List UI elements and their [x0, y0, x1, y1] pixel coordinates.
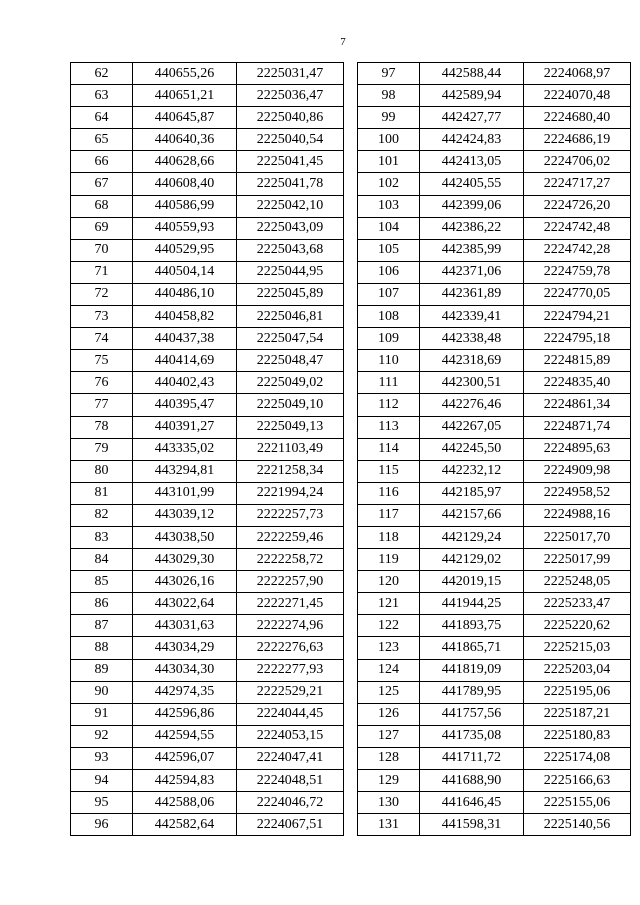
x-coordinate-cell: 442157,66 [420, 504, 524, 526]
y-coordinate-cell: 2224770,05 [524, 283, 631, 305]
table-row [358, 526, 631, 548]
y-coordinate-cell: 2225187,21 [524, 703, 631, 725]
point-number-cell: 65 [71, 129, 133, 151]
x-coordinate-cell: 442318,69 [420, 350, 524, 372]
table-row [71, 460, 344, 482]
y-coordinate-cell: 2224068,97 [524, 63, 631, 85]
y-coordinate-cell: 2225041,45 [237, 151, 344, 173]
point-number-cell: 125 [358, 681, 420, 703]
x-coordinate-cell: 441598,31 [420, 814, 524, 836]
x-coordinate-cell: 440486,10 [133, 283, 237, 305]
x-coordinate-cell: 441711,72 [420, 747, 524, 769]
table-row [71, 107, 344, 129]
table-row [358, 85, 631, 107]
point-number-cell: 68 [71, 195, 133, 217]
point-number-cell: 80 [71, 460, 133, 482]
y-coordinate-cell: 2225044,95 [237, 261, 344, 283]
y-coordinate-cell: 2225017,99 [524, 549, 631, 571]
point-number-cell: 91 [71, 703, 133, 725]
point-number-cell: 122 [358, 615, 420, 637]
x-coordinate-cell: 442582,64 [133, 814, 237, 836]
point-number-cell: 102 [358, 173, 420, 195]
point-number-cell: 92 [71, 725, 133, 747]
y-coordinate-cell: 2224835,40 [524, 372, 631, 394]
x-coordinate-cell: 443034,30 [133, 659, 237, 681]
y-coordinate-cell: 2225140,56 [524, 814, 631, 836]
y-coordinate-cell: 2225180,83 [524, 725, 631, 747]
point-number-cell: 81 [71, 482, 133, 504]
y-coordinate-cell: 2225048,47 [237, 350, 344, 372]
x-coordinate-cell: 440651,21 [133, 85, 237, 107]
table-row [71, 526, 344, 548]
y-coordinate-cell: 2221258,34 [237, 460, 344, 482]
x-coordinate-cell: 440655,26 [133, 63, 237, 85]
y-coordinate-cell: 2225043,09 [237, 217, 344, 239]
table-row [71, 85, 344, 107]
point-number-cell: 121 [358, 593, 420, 615]
point-number-cell: 74 [71, 328, 133, 350]
y-coordinate-cell: 2224815,89 [524, 350, 631, 372]
y-coordinate-cell: 2222529,21 [237, 681, 344, 703]
table-row [358, 549, 631, 571]
table-row [71, 814, 344, 836]
point-number-cell: 131 [358, 814, 420, 836]
page-number: 7 [340, 36, 346, 48]
point-number-cell: 117 [358, 504, 420, 526]
point-number-cell: 124 [358, 659, 420, 681]
y-coordinate-cell: 2224795,18 [524, 328, 631, 350]
y-coordinate-cell: 2225036,47 [237, 85, 344, 107]
x-coordinate-cell: 443031,63 [133, 615, 237, 637]
x-coordinate-cell: 440529,95 [133, 239, 237, 261]
point-number-cell: 130 [358, 792, 420, 814]
y-coordinate-cell: 2225017,70 [524, 526, 631, 548]
x-coordinate-cell: 441819,09 [420, 659, 524, 681]
x-coordinate-cell: 442361,89 [420, 283, 524, 305]
table-row [71, 416, 344, 438]
x-coordinate-cell: 442386,22 [420, 217, 524, 239]
x-coordinate-cell: 442300,51 [420, 372, 524, 394]
table-row [358, 372, 631, 394]
table-row [358, 504, 631, 526]
table-row [71, 571, 344, 593]
x-coordinate-cell: 440395,47 [133, 394, 237, 416]
x-coordinate-cell: 443039,12 [133, 504, 237, 526]
table-row [358, 482, 631, 504]
x-coordinate-cell: 441735,08 [420, 725, 524, 747]
table-row [358, 328, 631, 350]
x-coordinate-cell: 440640,36 [133, 129, 237, 151]
point-number-cell: 70 [71, 239, 133, 261]
point-number-cell: 106 [358, 261, 420, 283]
y-coordinate-cell: 2222276,63 [237, 637, 344, 659]
table-row [71, 261, 344, 283]
table-row [358, 283, 631, 305]
y-coordinate-cell: 2225049,13 [237, 416, 344, 438]
table-row [71, 615, 344, 637]
x-coordinate-cell: 442019,15 [420, 571, 524, 593]
table-row [71, 372, 344, 394]
point-number-cell: 76 [71, 372, 133, 394]
point-number-cell: 129 [358, 770, 420, 792]
x-coordinate-cell: 443294,81 [133, 460, 237, 482]
y-coordinate-cell: 2224046,72 [237, 792, 344, 814]
table-row [358, 151, 631, 173]
x-coordinate-cell: 442232,12 [420, 460, 524, 482]
x-coordinate-cell: 441757,56 [420, 703, 524, 725]
point-number-cell: 101 [358, 151, 420, 173]
x-coordinate-cell: 440414,69 [133, 350, 237, 372]
x-coordinate-cell: 440391,27 [133, 416, 237, 438]
table-row [358, 173, 631, 195]
x-coordinate-cell: 443022,64 [133, 593, 237, 615]
y-coordinate-cell: 2225195,06 [524, 681, 631, 703]
table-row [71, 328, 344, 350]
y-coordinate-cell: 2225031,47 [237, 63, 344, 85]
table-row [71, 504, 344, 526]
point-number-cell: 113 [358, 416, 420, 438]
point-number-cell: 109 [358, 328, 420, 350]
point-number-cell: 108 [358, 306, 420, 328]
x-coordinate-cell: 442596,07 [133, 747, 237, 769]
y-coordinate-cell: 2225040,86 [237, 107, 344, 129]
x-coordinate-cell: 440628,66 [133, 151, 237, 173]
point-number-cell: 127 [358, 725, 420, 747]
y-coordinate-cell: 2224861,34 [524, 394, 631, 416]
table-row [358, 107, 631, 129]
x-coordinate-cell: 441646,45 [420, 792, 524, 814]
x-coordinate-cell: 442974,35 [133, 681, 237, 703]
y-coordinate-cell: 2224044,45 [237, 703, 344, 725]
table-row [71, 792, 344, 814]
table-row [358, 261, 631, 283]
y-coordinate-cell: 2222258,72 [237, 549, 344, 571]
table-row [71, 482, 344, 504]
point-number-cell: 126 [358, 703, 420, 725]
point-number-cell: 79 [71, 438, 133, 460]
table-row [358, 438, 631, 460]
x-coordinate-cell: 442385,99 [420, 239, 524, 261]
point-number-cell: 116 [358, 482, 420, 504]
point-number-cell: 94 [71, 770, 133, 792]
x-coordinate-cell: 442588,44 [420, 63, 524, 85]
point-number-cell: 77 [71, 394, 133, 416]
x-coordinate-cell: 440608,40 [133, 173, 237, 195]
point-number-cell: 88 [71, 637, 133, 659]
x-coordinate-cell: 442185,97 [420, 482, 524, 504]
x-coordinate-cell: 441865,71 [420, 637, 524, 659]
table-row [71, 438, 344, 460]
table-row [358, 217, 631, 239]
point-number-cell: 128 [358, 747, 420, 769]
table-row [71, 63, 344, 85]
y-coordinate-cell: 2224759,78 [524, 261, 631, 283]
x-coordinate-cell: 442399,06 [420, 195, 524, 217]
table-row [358, 747, 631, 769]
table-row [358, 63, 631, 85]
point-number-cell: 110 [358, 350, 420, 372]
x-coordinate-cell: 442413,05 [420, 151, 524, 173]
y-coordinate-cell: 2222274,96 [237, 615, 344, 637]
point-number-cell: 100 [358, 129, 420, 151]
point-number-cell: 78 [71, 416, 133, 438]
table-row [358, 394, 631, 416]
point-number-cell: 115 [358, 460, 420, 482]
table-row [71, 394, 344, 416]
y-coordinate-cell: 2225047,54 [237, 328, 344, 350]
y-coordinate-cell: 2224895,63 [524, 438, 631, 460]
point-number-cell: 84 [71, 549, 133, 571]
table-row [71, 151, 344, 173]
x-coordinate-cell: 442405,55 [420, 173, 524, 195]
x-coordinate-cell: 442596,86 [133, 703, 237, 725]
table-row [71, 129, 344, 151]
point-number-cell: 119 [358, 549, 420, 571]
point-number-cell: 103 [358, 195, 420, 217]
table-row [71, 681, 344, 703]
x-coordinate-cell: 442427,77 [420, 107, 524, 129]
point-number-cell: 96 [71, 814, 133, 836]
x-coordinate-cell: 440559,93 [133, 217, 237, 239]
y-coordinate-cell: 2225041,78 [237, 173, 344, 195]
y-coordinate-cell: 2224680,40 [524, 107, 631, 129]
y-coordinate-cell: 2225233,47 [524, 593, 631, 615]
y-coordinate-cell: 2224909,98 [524, 460, 631, 482]
y-coordinate-cell: 2225042,10 [237, 195, 344, 217]
point-number-cell: 72 [71, 283, 133, 305]
y-coordinate-cell: 2225248,05 [524, 571, 631, 593]
y-coordinate-cell: 2224726,20 [524, 195, 631, 217]
y-coordinate-cell: 2224053,15 [237, 725, 344, 747]
point-number-cell: 83 [71, 526, 133, 548]
y-coordinate-cell: 2221103,49 [237, 438, 344, 460]
y-coordinate-cell: 2225220,62 [524, 615, 631, 637]
x-coordinate-cell: 442588,06 [133, 792, 237, 814]
table-row [358, 129, 631, 151]
y-coordinate-cell: 2224988,16 [524, 504, 631, 526]
table-row [71, 195, 344, 217]
y-coordinate-cell: 2224048,51 [237, 770, 344, 792]
table-row [71, 725, 344, 747]
x-coordinate-cell: 441688,90 [420, 770, 524, 792]
point-number-cell: 123 [358, 637, 420, 659]
table-row [358, 659, 631, 681]
point-number-cell: 97 [358, 63, 420, 85]
table-row [358, 571, 631, 593]
table-row [71, 350, 344, 372]
x-coordinate-cell: 440402,43 [133, 372, 237, 394]
y-coordinate-cell: 2225046,81 [237, 306, 344, 328]
table-row [71, 659, 344, 681]
y-coordinate-cell: 2222271,45 [237, 593, 344, 615]
table-row [71, 770, 344, 792]
table-row [71, 283, 344, 305]
point-number-cell: 86 [71, 593, 133, 615]
y-coordinate-cell: 2225049,10 [237, 394, 344, 416]
point-number-cell: 85 [71, 571, 133, 593]
y-coordinate-cell: 2224794,21 [524, 306, 631, 328]
coordinates-table-left [70, 62, 344, 836]
x-coordinate-cell: 443335,02 [133, 438, 237, 460]
point-number-cell: 93 [71, 747, 133, 769]
y-coordinate-cell: 2225043,68 [237, 239, 344, 261]
table-row [358, 703, 631, 725]
x-coordinate-cell: 440586,99 [133, 195, 237, 217]
x-coordinate-cell: 442129,24 [420, 526, 524, 548]
y-coordinate-cell: 2224871,74 [524, 416, 631, 438]
point-number-cell: 69 [71, 217, 133, 239]
y-coordinate-cell: 2224070,48 [524, 85, 631, 107]
y-coordinate-cell: 2224047,41 [237, 747, 344, 769]
table-row [71, 306, 344, 328]
point-number-cell: 118 [358, 526, 420, 548]
table-row [358, 770, 631, 792]
y-coordinate-cell: 2225155,06 [524, 792, 631, 814]
point-number-cell: 107 [358, 283, 420, 305]
table-row [358, 306, 631, 328]
x-coordinate-cell: 440504,14 [133, 261, 237, 283]
y-coordinate-cell: 2224717,27 [524, 173, 631, 195]
table-row [358, 725, 631, 747]
table-row [71, 239, 344, 261]
x-coordinate-cell: 443034,29 [133, 637, 237, 659]
table-row [358, 615, 631, 637]
x-coordinate-cell: 442129,02 [420, 549, 524, 571]
coordinates-table-right [357, 62, 631, 836]
x-coordinate-cell: 440458,82 [133, 306, 237, 328]
table-row [358, 681, 631, 703]
point-number-cell: 73 [71, 306, 133, 328]
table-row [71, 217, 344, 239]
y-coordinate-cell: 2222277,93 [237, 659, 344, 681]
point-number-cell: 99 [358, 107, 420, 129]
x-coordinate-cell: 441944,25 [420, 593, 524, 615]
table-row [71, 593, 344, 615]
y-coordinate-cell: 2224706,02 [524, 151, 631, 173]
table-row [358, 637, 631, 659]
point-number-cell: 98 [358, 85, 420, 107]
y-coordinate-cell: 2222257,73 [237, 504, 344, 526]
point-number-cell: 105 [358, 239, 420, 261]
y-coordinate-cell: 2225040,54 [237, 129, 344, 151]
table-row [358, 350, 631, 372]
table-row [71, 549, 344, 571]
y-coordinate-cell: 2225174,08 [524, 747, 631, 769]
x-coordinate-cell: 442589,94 [420, 85, 524, 107]
point-number-cell: 104 [358, 217, 420, 239]
x-coordinate-cell: 441789,95 [420, 681, 524, 703]
x-coordinate-cell: 443038,50 [133, 526, 237, 548]
x-coordinate-cell: 440645,87 [133, 107, 237, 129]
x-coordinate-cell: 442594,55 [133, 725, 237, 747]
x-coordinate-cell: 443101,99 [133, 482, 237, 504]
y-coordinate-cell: 2222257,90 [237, 571, 344, 593]
table-row [358, 593, 631, 615]
point-number-cell: 95 [71, 792, 133, 814]
point-number-cell: 63 [71, 85, 133, 107]
point-number-cell: 67 [71, 173, 133, 195]
y-coordinate-cell: 2224067,51 [237, 814, 344, 836]
point-number-cell: 75 [71, 350, 133, 372]
x-coordinate-cell: 442339,41 [420, 306, 524, 328]
point-number-cell: 64 [71, 107, 133, 129]
point-number-cell: 114 [358, 438, 420, 460]
y-coordinate-cell: 2224958,52 [524, 482, 631, 504]
point-number-cell: 112 [358, 394, 420, 416]
point-number-cell: 120 [358, 571, 420, 593]
y-coordinate-cell: 2221994,24 [237, 482, 344, 504]
x-coordinate-cell: 441893,75 [420, 615, 524, 637]
x-coordinate-cell: 442371,06 [420, 261, 524, 283]
table-row [71, 703, 344, 725]
y-coordinate-cell: 2225049,02 [237, 372, 344, 394]
x-coordinate-cell: 442267,05 [420, 416, 524, 438]
y-coordinate-cell: 2224742,28 [524, 239, 631, 261]
point-number-cell: 62 [71, 63, 133, 85]
point-number-cell: 90 [71, 681, 133, 703]
x-coordinate-cell: 442594,83 [133, 770, 237, 792]
point-number-cell: 82 [71, 504, 133, 526]
x-coordinate-cell: 443026,16 [133, 571, 237, 593]
y-coordinate-cell: 2225045,89 [237, 283, 344, 305]
table-row [71, 637, 344, 659]
y-coordinate-cell: 2225215,03 [524, 637, 631, 659]
x-coordinate-cell: 442338,48 [420, 328, 524, 350]
x-coordinate-cell: 442276,46 [420, 394, 524, 416]
y-coordinate-cell: 2224686,19 [524, 129, 631, 151]
x-coordinate-cell: 440437,38 [133, 328, 237, 350]
y-coordinate-cell: 2225166,63 [524, 770, 631, 792]
table-row [71, 747, 344, 769]
table-row [358, 460, 631, 482]
table-row [358, 792, 631, 814]
table-row [358, 195, 631, 217]
y-coordinate-cell: 2224742,48 [524, 217, 631, 239]
point-number-cell: 111 [358, 372, 420, 394]
table-row [358, 239, 631, 261]
x-coordinate-cell: 442245,50 [420, 438, 524, 460]
point-number-cell: 66 [71, 151, 133, 173]
x-coordinate-cell: 442424,83 [420, 129, 524, 151]
point-number-cell: 87 [71, 615, 133, 637]
point-number-cell: 71 [71, 261, 133, 283]
table-row [71, 173, 344, 195]
table-row [358, 416, 631, 438]
y-coordinate-cell: 2222259,46 [237, 526, 344, 548]
y-coordinate-cell: 2225203,04 [524, 659, 631, 681]
x-coordinate-cell: 443029,30 [133, 549, 237, 571]
table-row [358, 814, 631, 836]
point-number-cell: 89 [71, 659, 133, 681]
